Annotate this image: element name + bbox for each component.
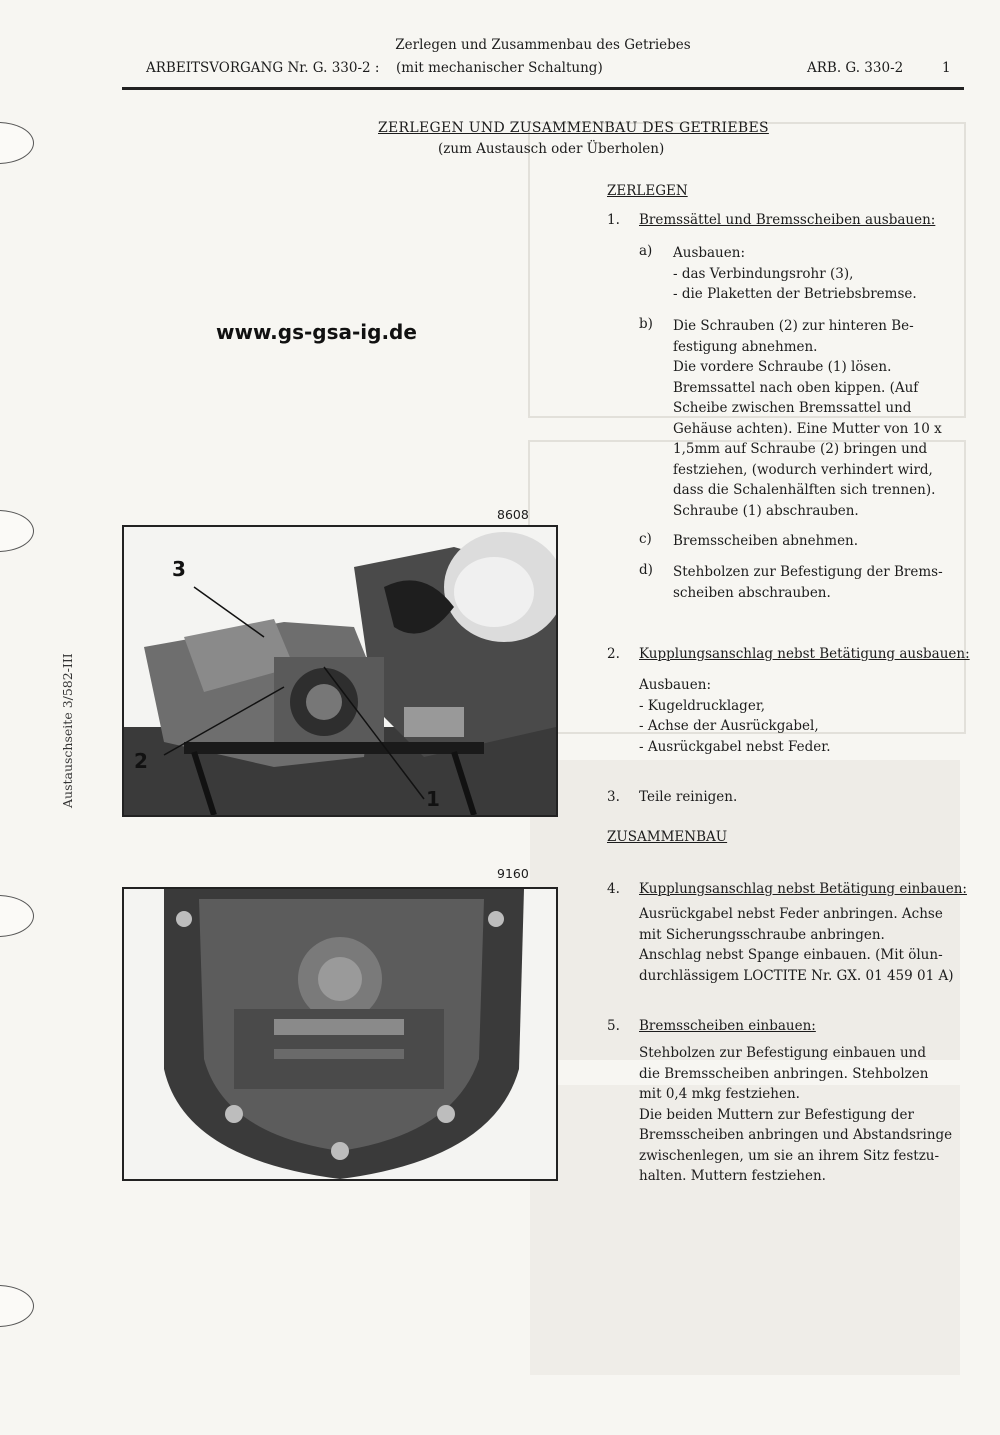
header-procedure: ARBEITSVORGANG Nr. G. 330-2 : <box>146 60 380 76</box>
header-title: Zerlegen und Zusammenbau des Getriebes <box>395 37 691 53</box>
callout-2: 2 <box>134 749 148 773</box>
substep-letter: b) <box>639 316 653 332</box>
section-title: ZERLEGEN UND ZUSAMMENBAU DES GETRIEBES <box>378 120 769 136</box>
step-number: 3. <box>607 789 620 805</box>
photo-number: 8608 <box>497 507 529 522</box>
header-code: ARB. G. 330-2 <box>807 60 904 76</box>
step-number: 2. <box>607 646 620 662</box>
gearbox-photo-illustration <box>124 527 556 815</box>
substep-letter: d) <box>639 562 653 578</box>
step-text: Ausbauen: - Kugeldrucklager, - Achse der Ausrückgabel, - Ausrückgabel nebst Feder. <box>639 677 831 755</box>
photo-gearbox-housing <box>122 887 558 1181</box>
substep-letter: a) <box>639 243 653 259</box>
substep-text: Stehbolzen zur Befestigung der Brems- scheiben abschrauben. <box>673 564 943 601</box>
step-title: Teile reinigen. <box>639 789 738 805</box>
punch-hole <box>0 1285 34 1327</box>
photo-number: 9160 <box>497 866 529 881</box>
substep-text: Bremsscheiben abnehmen. <box>673 533 859 549</box>
punch-hole <box>0 122 34 164</box>
step-title: Kupplungsanschlag nebst Betätigung ausbauen: <box>639 646 970 662</box>
substep-text: Ausbauen: - das Verbindungsrohr (3), - die Plaketten der Betriebsbremse. <box>673 245 917 302</box>
header-variant: (mit mechanischer Schaltung) <box>396 60 603 76</box>
housing-photo-illustration <box>124 889 556 1179</box>
side-label: Austauschseite 3/582-III <box>60 653 75 808</box>
zusammenbau-heading: ZUSAMMENBAU <box>607 829 728 845</box>
photo-gearbox-installed <box>122 525 558 817</box>
step-number: 5. <box>607 1018 620 1034</box>
punch-hole <box>0 510 34 552</box>
section-subtitle: (zum Austausch oder Überholen) <box>438 141 665 157</box>
step-number: 4. <box>607 881 620 897</box>
step-title: Bremssättel und Bremsscheiben ausbauen: <box>639 212 936 228</box>
page-number: 1 <box>942 60 951 76</box>
substep-text: Die Schrauben (2) zur hinteren Be- festigung abnehmen. Die vordere Schraube (1) lösen. Bremssattel nach oben kippen. (Auf Scheibe zwischen Bremssattel und Gehäuse achten). Eine Mutter von 10 x 1,5mm auf Schraube (2) bringen und festziehen, (wodurch verhindert wird, dass die Schalenhälften sich trennen). Schraube (1) abschrauben. <box>673 318 942 519</box>
step-title: Bremsscheiben einbauen: <box>639 1018 816 1034</box>
punch-hole <box>0 895 34 937</box>
step-number: 1. <box>607 212 620 228</box>
substep-letter: c) <box>639 531 652 547</box>
callout-3: 3 <box>172 557 186 581</box>
step-text: Ausrückgabel nebst Feder anbringen. Achse mit Sicherungsschraube anbringen. Anschlag nebst Spange einbauen. (Mit ölun- durchlässigem LOCTITE Nr. GX. 01 459 01 A) <box>639 906 954 984</box>
header-rule <box>122 87 964 90</box>
callout-1: 1 <box>426 787 440 811</box>
zerlegen-heading: ZERLEGEN <box>607 183 688 199</box>
website-watermark: www.gs-gsa-ig.de <box>216 320 417 344</box>
step-title: Kupplungsanschlag nebst Betätigung einbauen: <box>639 881 967 897</box>
step-text: Stehbolzen zur Befestigung einbauen und die Bremsscheiben anbringen. Stehbolzen mit 0,4 mkg festziehen. Die beiden Muttern zur Befestigung der Bremsscheiben anbringen und Abstandsringe zwischenlegen, um sie an ihrem Sitz festzu- halten. Muttern festziehen. <box>639 1045 953 1184</box>
